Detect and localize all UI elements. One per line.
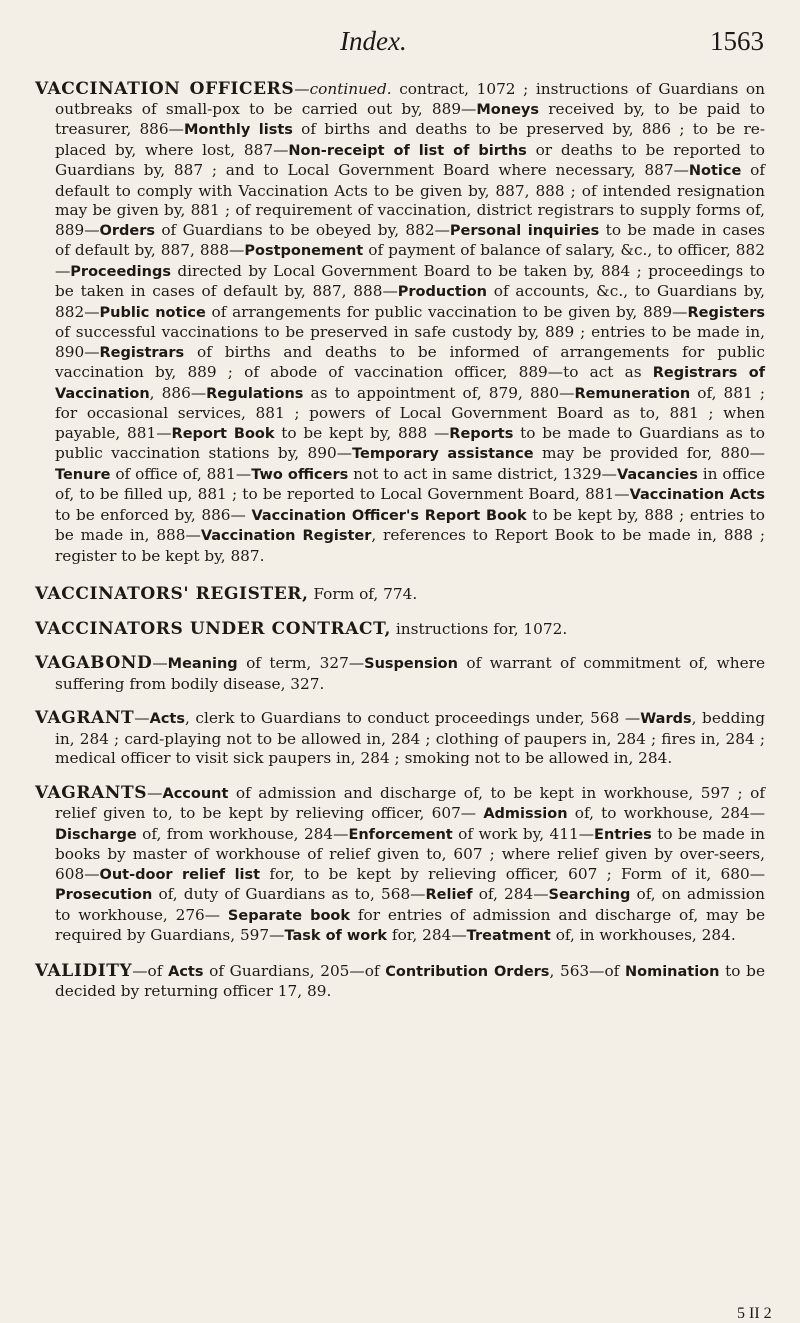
entry-text: to be made in cases of default by, 887, 888— <box>55 220 765 259</box>
entry-keyword: Regulations <box>206 385 304 402</box>
entry-keyword: Out-door relief list <box>99 866 261 883</box>
entry-text: of, on admission to workhouse, 276— <box>55 885 765 924</box>
entry-keyword: Vaccination Officer's Report Book <box>251 507 527 524</box>
entry-text: directed by Local Government Board to be taken by, 884 ; proceedings to be taken in cases of default by, 887, 888— <box>55 261 765 300</box>
entry-text: not to act in same district, 1329— <box>348 464 617 483</box>
entry-keyword: Account <box>162 785 229 802</box>
entry-keyword: Tenure <box>55 466 111 483</box>
entry-text: or deaths to be reported to Guardians by, 887 ; and to Local Government Board where necessary, 887— <box>55 140 765 179</box>
entry-keyword: Monthly lists <box>183 122 293 138</box>
entry-keyword: Personal inquiries <box>449 222 600 239</box>
entry-text: , 886— <box>149 383 207 402</box>
entry-text: to be made in books by master of workhouse of relief given to, 607 ; where relief given by over-seers, 608— <box>55 824 766 883</box>
index-entry <box>35 620 765 640</box>
entry-headword: VAGRANT <box>35 708 135 728</box>
entry-text: of office of, 881— <box>110 464 252 483</box>
entry-text: of admission and discharge of, to be kept in workhouse, 597 ; of relief given to, to be kept by relieving officer, 607— <box>55 783 765 822</box>
entry-keyword: Public notice <box>99 304 206 321</box>
entry-text: in office of, to be filled up, 881 ; to be reported to Local Government Board, 881— <box>55 464 766 503</box>
page-number: 1563 <box>710 26 764 56</box>
entry-keyword: Orders <box>99 222 155 239</box>
entry-keyword: Registers <box>687 304 765 321</box>
entry-headword: VALIDITY <box>35 960 133 981</box>
entry-keyword: Acts <box>168 963 204 980</box>
entry-text: , clerk to Guardians to conduct proceedings under, 568 — <box>184 709 641 727</box>
entry-text: — <box>134 709 150 727</box>
entry-keyword: Temporary assistance <box>352 446 534 462</box>
entry-keyword: Postponement <box>244 243 364 259</box>
entry-text: of Guardians, 205—of <box>203 961 386 980</box>
signature-mark: 5 II 2 <box>737 1305 772 1322</box>
entry-text: to be enforced by, 886— <box>55 505 252 524</box>
entry-keyword: Vaccination Acts <box>629 487 765 503</box>
entry-keyword: Meaning <box>167 656 238 672</box>
index-entry <box>35 80 765 566</box>
entry-keyword: Acts <box>149 711 185 727</box>
entry-keyword: Production <box>397 284 487 300</box>
entry-keyword: Separate book <box>227 907 351 924</box>
entry-text: of default to comply with Vaccination Acts to be given by, 887, 888 ; of intended resignation may be given by, 881 ; of requirement of vaccination, district registrars to supply forms of, 889— <box>55 161 766 239</box>
entry-text: to be decided by returning officer 17, 89. <box>55 961 766 1000</box>
entry-keyword: Suspension <box>364 656 458 672</box>
entry-text: — <box>147 783 163 802</box>
entry-keyword: Registrars <box>99 344 185 361</box>
entry-keyword: Nomination <box>625 963 720 980</box>
entry-text: of, in workhouses, 284. <box>550 926 736 944</box>
entry-keyword: Discharge <box>55 826 137 843</box>
index-entry <box>35 654 765 694</box>
entry-text: of births and deaths to be preserved by, 886 ; to be re-placed by, where lost, 887— <box>55 120 765 159</box>
entry-text: of warrant of commitment of, where suffering from bodily disease, 327. <box>55 654 765 693</box>
entry-keyword: Entries <box>594 826 652 843</box>
entry-keyword: Report Book <box>171 425 275 442</box>
entry-text: , 563—of <box>549 961 625 980</box>
entry-text: of arrangements for public vaccination to be given by, 889— <box>205 302 688 321</box>
entry-text: of, duty of Guardians as to, 568— <box>152 885 426 903</box>
entry-text: as to appointment of, 879, 880— <box>303 383 575 402</box>
entry-keyword: Contribution Orders <box>385 963 550 980</box>
index-entry <box>35 585 765 605</box>
entry-text: of payment of balance of salary, &c., to officer, 882— <box>55 241 766 280</box>
entry-keyword: Remuneration <box>574 385 691 402</box>
entry-text: to be kept by, 888 — <box>274 423 450 442</box>
entry-keyword: Registrars of Vaccination <box>55 365 765 402</box>
entry-keyword: Treatment <box>466 928 551 944</box>
entry-keyword: Reports <box>449 425 514 442</box>
entry-text: , bedding in, 284 ; card-playing not to be allowed in, 284 ; clothing of paupers in, 284 ; fires in, 284 ; medical officer to visit sick paupers in, 284 ; smoking not to be allowed in, 284. <box>55 709 765 767</box>
entry-headword: VACCINATORS' REGISTER, <box>35 584 309 604</box>
entry-text: of births and deaths to be informed of arrangements for public vaccination by, 889 ; of abode of vaccination officer, 889—to act as <box>55 342 765 381</box>
entry-headword: VAGABOND <box>35 653 153 673</box>
entry-text: may be provided for, 880— <box>533 444 765 462</box>
entry-keyword: Two officers <box>251 466 349 483</box>
entry-text: of, from workhouse, 284— <box>136 824 349 843</box>
entry-text: of work by, 411— <box>452 824 595 843</box>
index-entry <box>35 784 765 947</box>
entry-text: to be kept by, 888 ; entries to be made in, 888— <box>55 505 765 544</box>
entry-text: Form of, 774. <box>308 585 418 603</box>
entry-headword: VACCINATION OFFICERS <box>35 79 295 99</box>
entry-text: of successful vaccinations to be preserved in safe custody by, 889 ; entries to be made in, 890— <box>55 323 765 361</box>
entry-keyword: Wards <box>640 711 692 727</box>
entry-keyword: Notice <box>688 163 742 179</box>
running-header <box>0 22 800 62</box>
entry-text: for, to be kept by relieving officer, 607 ; Form of it, 680— <box>260 864 765 883</box>
entry-text: to be made to Guardians as to public vaccination stations by, 890— <box>55 423 765 462</box>
entry-text: of accounts, &c., to Guardians by, 882— <box>55 282 765 321</box>
entry-text: of term, 327— <box>237 654 365 672</box>
entry-text: , references to Report Book to be made in, 888 ; register to be kept by, 887. <box>55 526 765 565</box>
index-entry <box>35 709 765 769</box>
index-entry <box>35 962 765 1002</box>
index-entries <box>35 80 765 1017</box>
entry-keyword: Searching <box>548 887 631 903</box>
entry-text: for, 284— <box>387 926 467 944</box>
entry-keyword: Proceedings <box>70 263 171 280</box>
entry-keyword: Non-receipt of list of births <box>288 142 527 159</box>
entry-text: contract, 1072 ; instructions of Guardians on outbreaks of small-pox to be carried out by, 889— <box>55 80 765 118</box>
header-title: Index. <box>340 26 407 56</box>
continued-label: —continued. <box>294 80 392 98</box>
entry-text: of, 284— <box>472 885 549 903</box>
entry-keyword: Relief <box>425 887 473 903</box>
entry-keyword: Vacancies <box>616 466 698 483</box>
entry-keyword: Admission <box>483 806 568 822</box>
entry-text: of Guardians to be obeyed by, 882— <box>154 220 450 239</box>
entry-keyword: Vaccination Register <box>200 528 372 544</box>
entry-text: received by, to be paid to treasurer, 886— <box>55 99 765 138</box>
entry-headword: VACCINATORS UNDER CONTRACT, <box>35 618 392 639</box>
entry-keyword: Task of work <box>284 928 388 944</box>
entry-text: instructions for, 1072. <box>391 619 568 638</box>
entry-text: of, 881 ; for occasional services, 881 ; powers of Local Government Board as to, 881 ; when payable, 881— <box>55 383 765 442</box>
entry-keyword: Prosecution <box>55 887 153 903</box>
entry-keyword: Moneys <box>476 101 539 118</box>
entry-text: — <box>152 654 168 672</box>
entry-text: for entries of admission and discharge of, may be required by Guardians, 597— <box>55 905 765 944</box>
entry-keyword: Enforcement <box>348 826 453 843</box>
entry-text: of, to workhouse, 284— <box>567 804 765 822</box>
entry-headword: VAGRANTS <box>35 782 148 803</box>
entry-text: —of <box>132 961 169 980</box>
